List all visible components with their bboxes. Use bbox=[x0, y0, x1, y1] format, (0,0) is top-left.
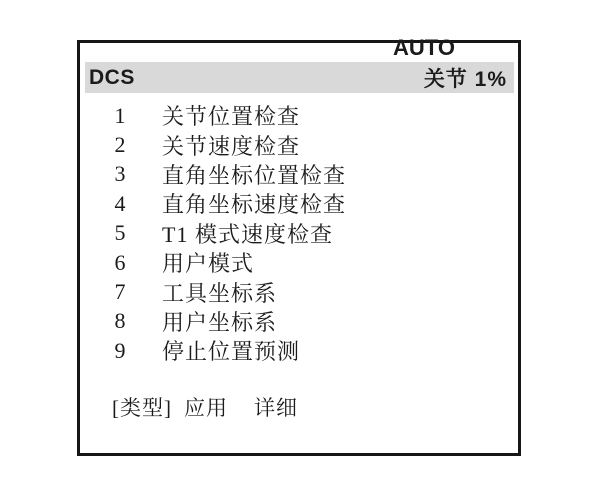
softkey-detail[interactable]: 详细 bbox=[254, 395, 298, 420]
menu-item-label: 工具坐标系 bbox=[162, 280, 278, 306]
menu-item-8[interactable] bbox=[80, 307, 518, 336]
menu-item-number: 2 bbox=[114, 132, 126, 158]
menu-item-number: 7 bbox=[114, 279, 126, 305]
menu-item-label: 关节位置检查 bbox=[162, 104, 301, 130]
menu-item-5[interactable] bbox=[80, 219, 518, 248]
jog-status: 关节 1% bbox=[423, 67, 507, 91]
menu-item-label: 用户坐标系 bbox=[162, 309, 278, 335]
menu-item-number: 6 bbox=[114, 249, 126, 275]
softkey-apply[interactable]: 应用 bbox=[184, 395, 228, 420]
menu-item-label: 直角坐标位置检查 bbox=[162, 162, 347, 188]
menu-item-4[interactable] bbox=[80, 189, 518, 218]
menu-item-number: 8 bbox=[114, 308, 126, 334]
menu-item-label: 直角坐标速度检查 bbox=[162, 192, 347, 218]
title-bar bbox=[85, 62, 514, 93]
menu-item-number: 5 bbox=[114, 220, 126, 246]
softkey-type[interactable]: [类型] bbox=[112, 395, 172, 420]
menu-item-6[interactable] bbox=[80, 248, 518, 277]
menu-item-9[interactable] bbox=[80, 336, 518, 365]
screen-title: DCS bbox=[89, 65, 135, 89]
menu-item-7[interactable] bbox=[80, 277, 518, 306]
menu-item-label: 关节速度检查 bbox=[162, 133, 301, 159]
dcs-menu bbox=[80, 101, 518, 366]
menu-item-2[interactable] bbox=[80, 130, 518, 159]
menu-item-label: T1 模式速度检查 bbox=[162, 221, 333, 247]
menu-item-label: 停止位置预测 bbox=[162, 339, 301, 365]
menu-item-label: 用户模式 bbox=[162, 251, 255, 277]
menu-item-number: 1 bbox=[114, 102, 126, 128]
menu-item-number: 4 bbox=[114, 190, 126, 216]
menu-item-3[interactable] bbox=[80, 160, 518, 189]
pendant-screen bbox=[77, 35, 521, 456]
softkey-row bbox=[112, 392, 298, 421]
menu-item-number: 3 bbox=[114, 161, 126, 187]
mode-label: AUTO bbox=[393, 35, 455, 60]
menu-item-1[interactable] bbox=[80, 101, 518, 130]
menu-item-number: 9 bbox=[114, 337, 126, 363]
